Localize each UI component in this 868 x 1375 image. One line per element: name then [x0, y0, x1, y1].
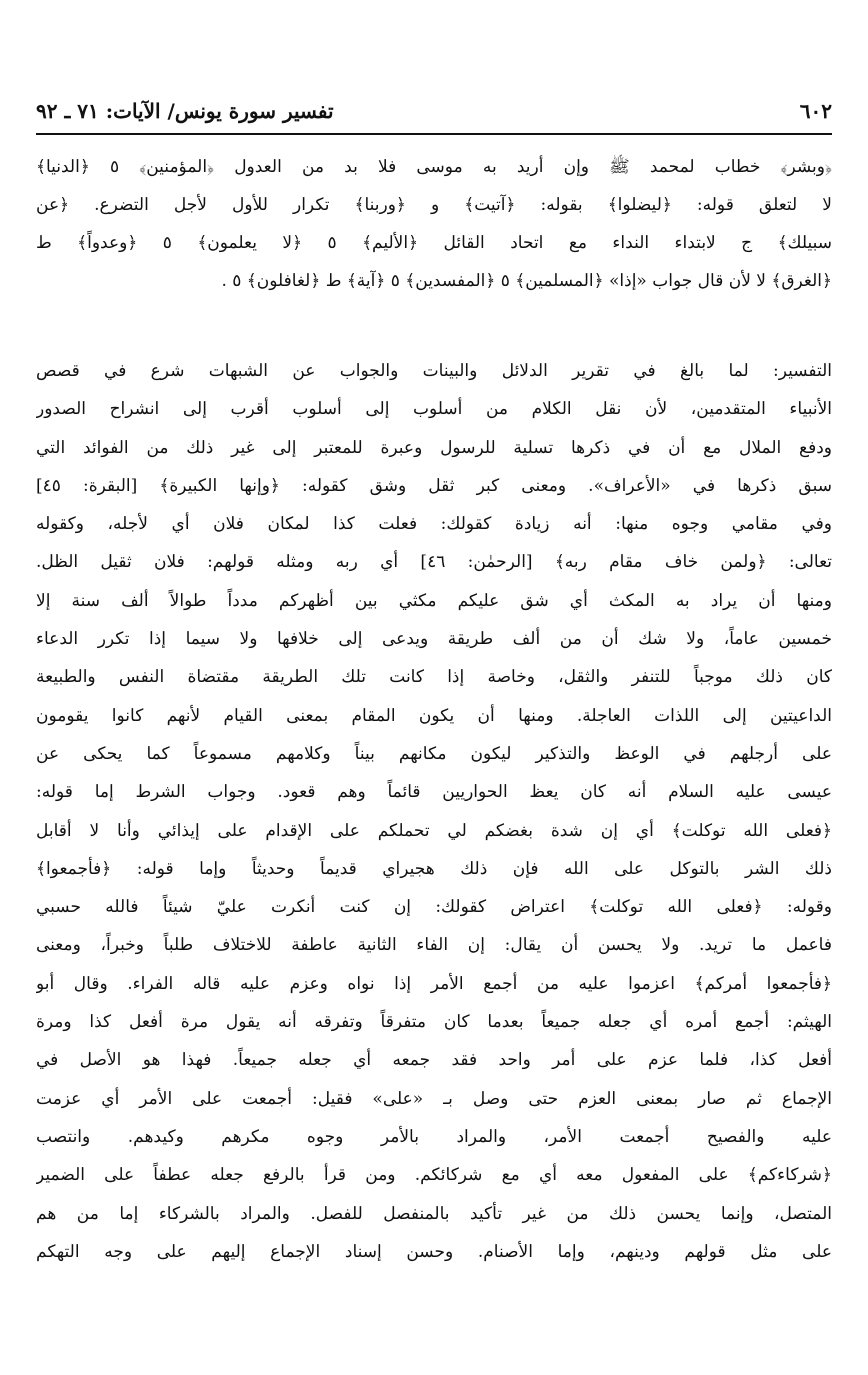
text-line: التفسير: لما بالغ في تقرير الدلائل والبينات والجواب عن الشبهات شرع في قصص [36, 361, 832, 381]
text-line: خمسين عاماً، ولا شك أن من ألف طريقة ويدعى إلى خلافها ولا سيما إذا تكرر الدعاء [36, 629, 832, 650]
text-line: وقوله: ﴿فعلى الله توكلت﴾ اعتراض كقولك: إن كنت أنكرت عليّ شيئاً فالله حسبي [36, 897, 832, 918]
text-line: ﴿الغرق﴾ لا لأن قال جواب «إذا» ﴿المسلمين﴾ ٥ ﴿المفسدين﴾ ٥ ﴿آية﴾ ط ﴿لغافلون﴾ ٥ . [221, 271, 832, 291]
text-line: الأنبياء المتقدمين، لأن نقل الكلام من أسلوب إلى أسلوب أقرب إلى انشراح الصدور [36, 399, 832, 420]
text-line: على مثل قولهم ودينهم، وإما الأصنام. وحسن إسناد الإجماع إليهم على وجه التهكم [36, 1241, 832, 1262]
text-line: وفي مقامي وجوه منها: أنه زيادة كقولك: فعلت كذا لمكان فلان أي لأجله، وكقوله [36, 514, 832, 535]
page-number: ٦٠٢ [799, 99, 832, 123]
text-line: على أرجلهم في الوعظ والتذكير ليكون مكانهم بيناً وكلامهم مسموعاً كما يحكى عن [36, 743, 832, 764]
text-line: ﴿شركاءكم﴾ على المفعول معه أي مع شركائكم. ومن قرأ بالرفع جعله عطفاً على الضمير [36, 1165, 832, 1186]
text-line: ذلك الشر بالتوكل على الله فإن ذلك هجيراي قديماً وحديثاً وإما قوله: ﴿فأجمعوا﴾ [36, 858, 832, 879]
text-line: تعالى: ﴿ولمن خاف مقام ربه﴾ [الرحمٰن: ٤٦] أي ربه ومثله قولهم: فلان ثقيل الظل. [36, 552, 832, 573]
text-line: الإجماع ثم صار بمعنى العزم حتى وصل بـ «على» فقيل: أجمعت على الأمر أي عزمت [36, 1088, 832, 1109]
text-line: لا لتعلق قوله: ﴿ليضلوا﴾ بقوله: ﴿آتيت﴾ و ﴿وربنا﴾ تكرار للأول لأجل التضرع. ﴿عن [36, 195, 832, 215]
running-title: تفسير سورة يونس/ الآيات: ٧١ ـ ٩٢ [36, 99, 334, 123]
header-rule [36, 133, 832, 135]
text-line: ﴿فعلى الله توكلت﴾ أي إن شدة بغضكم لي تحملكم على الإقدام على إيذائي وأنا لا أقابل [36, 820, 832, 841]
text-line: ودفع الملال مع أن في ذكرها تسلية للرسول وعبرة للمعتبر إلى غير ذلك من الفوائد التي [36, 437, 832, 458]
text-line: فاعمل ما تريد. ولا يحسن أن يقال: إن الفاء الثانية عاطفة للاختلاف طلباً وخبراً، ومعنى [36, 935, 832, 956]
text-line: سبق ذكرها في «الأعراف». ومعنى كبر ثقل وشق كقوله: ﴿وإنها الكبيرة﴾ [البقرة: ٤٥] [36, 475, 832, 496]
page-header [36, 94, 832, 128]
text-line: ﴿فأجمعوا أمركم﴾ اعزموا عليه من أجمع الأمر إذا نواه وعزم عليه قاله الفراء. وقال أبو [36, 973, 832, 994]
tafsir-commentary [36, 352, 832, 1271]
text-line: عليه والفصيح أجمعت الأمر، والمراد بالأمر وجوه مكرهم وكيدهم. وانتصب [36, 1126, 832, 1147]
waqf-notes [36, 148, 832, 300]
text-line: أفعل كذا، فلما عزم على أمر واحد فقد جمعه أي جعله جميعاً. فهذا هو الأصل في [36, 1050, 832, 1071]
text-line: الداعيتين إلى اللذات العاجلة. ومنها أن يكون المقام بمعنى القيام لأنهم كانوا يقومون [36, 705, 832, 726]
text-line: الهيثم: أجمع أمره أي جعله جميعاً بعدما كان متفرقاً وتفرقه أنه يقول مرة أفعل كذا ومرة [36, 1012, 832, 1033]
text-line: كان ذلك موجباً للتنفر والثقل، وخاصة إذا كانت تلك الطريقة مقتضاة النفس والطبيعة [36, 667, 832, 688]
text-line: ﴿وبشر﴾ خطاب لمحمد ﷺ وإن أريد به موسى فلا بد من العدول ﴿المؤمنين﴾ ٥ ﴿الدنيا﴾ [36, 157, 832, 177]
text-line: عيسى عليه السلام أنه كان يعظ الحواريين قائماً وهم قعود. وجواب الشرط إما قوله: [36, 782, 832, 803]
text-line: سبيلك﴾ ج لابتداء النداء مع اتحاد القائل ﴿الأليم﴾ ٥ ﴿لا يعلمون﴾ ٥ ﴿وعدواً﴾ ط [36, 233, 832, 253]
text-line: ومنها أن يراد به المكث أي شق عليكم مكثي بين أظهركم مدداً طوالاً ألف سنة إلا [36, 590, 832, 611]
text-line: المتصل، وإنما يحسن ذلك من غير تأكيد بالمنفصل للفصل. والمراد بالشركاء إما من هم [36, 1203, 832, 1224]
